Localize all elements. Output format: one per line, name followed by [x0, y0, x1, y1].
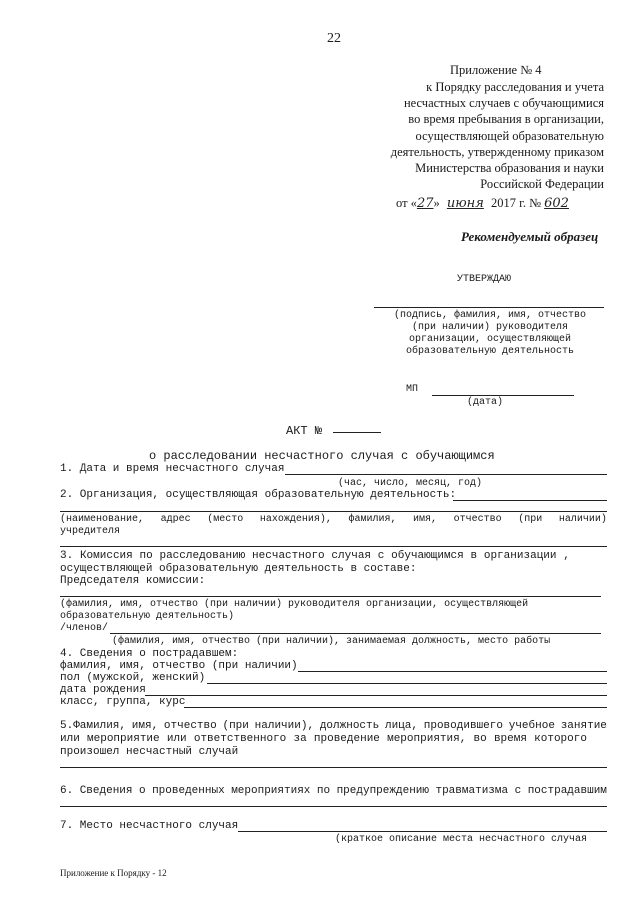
signature-caption-line-4: образовательную деятельность — [405, 346, 575, 357]
item5-label-word: лица, — [384, 720, 418, 732]
item1-label: 1. Дата и время несчастного случая — [60, 463, 285, 475]
stamp-label: МП — [406, 384, 419, 395]
item5-line2-word: или — [60, 733, 80, 745]
item3-label-word: организации — [483, 550, 557, 562]
item2-line-3 — [60, 546, 607, 547]
recommended-sample: Рекомендуемый образец — [461, 229, 599, 244]
footer-note: Приложение к Порядку - 12 — [60, 868, 167, 878]
item6-label-word: мероприятиях — [231, 785, 311, 797]
item2-line-2 — [60, 511, 607, 512]
item4-sex-line — [207, 683, 607, 684]
item6-label-word: о — [138, 785, 146, 797]
item5-label-word: 5.Фамилия, — [60, 720, 127, 732]
item2-caption-word: фамилия, — [348, 514, 397, 525]
appendix-line-1: к Порядку расследования и учета — [426, 80, 604, 94]
appendix-line-4: осуществляющей образовательную — [415, 128, 604, 143]
item5-label-word: имя, — [131, 720, 159, 732]
item5-line — [60, 767, 607, 768]
item3-chair-label: Председателя комиссии: — [60, 575, 206, 587]
item5-label-word: должность — [319, 720, 380, 732]
item3-label-word: обучающимся — [391, 550, 464, 562]
item4-birth-label: дата рождения — [60, 684, 146, 696]
approval-heading: УТВЕРЖДАЮ — [457, 274, 512, 285]
item2-caption-word: наличии) — [558, 514, 607, 525]
item5-line2-word: или — [166, 733, 187, 745]
date-line — [432, 395, 574, 396]
item3-label-word: , — [563, 550, 570, 562]
item3-members-caption: (фамилия, имя, отчество (при наличии), занимаемая должность, место работы — [112, 636, 551, 647]
appendix-line-5: деятельность, утвержденному приказом — [390, 144, 604, 159]
item5-label-word: (при — [222, 720, 249, 732]
order-prefix: от « — [396, 196, 417, 210]
item2-caption-word: (наименование, — [60, 514, 145, 525]
item4-name-label: фамилия, имя, отчество (при наличии) — [60, 660, 298, 672]
item1-caption: (час, число, месяц, год) — [338, 478, 483, 489]
item7-caption: (краткое описание места несчастного случая — [335, 834, 588, 845]
item3-label-word: в — [470, 550, 478, 562]
item7-line — [238, 831, 607, 832]
page-number: 22 — [327, 31, 341, 46]
item3-line2: осуществляющей образовательную деятельность в составе: — [60, 563, 417, 575]
item5-line2-word: мероприятие — [87, 733, 160, 745]
item6-label-word: предупреждению — [336, 785, 429, 797]
signature-caption-line-3: организации, осуществляющей — [408, 334, 572, 345]
item3-label-word: несчастного — [252, 550, 325, 562]
item2-caption — [60, 514, 607, 525]
item2-caption-line2: учредителя — [60, 526, 121, 537]
item2-field-line — [453, 500, 607, 501]
item5-label-word: учебное — [508, 720, 555, 732]
appendix-line-6: Министерства образования и науки — [415, 161, 604, 175]
item3-label-word: по — [139, 550, 153, 562]
signature-line — [374, 307, 604, 308]
act-title: АКТ № — [286, 424, 323, 438]
item5-line3: произошел несчастный случай — [60, 746, 239, 758]
act-number-line — [333, 432, 381, 433]
item3-chair-caption-line1: (фамилия, имя, отчество (при наличии) руководителя организации, осуществляющей — [60, 599, 529, 610]
order-year: 2017 г. № — [490, 196, 542, 210]
item2-caption-word: адрес — [160, 514, 191, 525]
item5-label-word: занятие — [560, 720, 607, 732]
item4-sex-label: пол (мужской, женский) — [60, 672, 206, 684]
item2-caption-word: (место — [207, 514, 244, 525]
order-reference — [396, 196, 569, 211]
appendix-line-3: во время пребывания в организации, — [408, 112, 604, 127]
item5-label-word: отчество — [163, 720, 217, 732]
item5-line2-word: за — [293, 733, 307, 745]
date-caption: (дата) — [467, 397, 504, 408]
item4-name-line — [298, 671, 607, 672]
item4-birth-line — [145, 695, 607, 696]
item6-label-word: пострадавшим — [527, 785, 607, 797]
item7-label: 7. Место несчастного случая — [60, 820, 239, 832]
item6-label — [60, 785, 607, 797]
signature-caption-line-2: (при наличии) руководителя — [411, 322, 569, 333]
order-number-handwritten: 602 — [544, 196, 569, 211]
act-subtitle: о расследовании несчастного случая с обучающимся — [149, 449, 495, 463]
item2-caption-word: нахождения), — [259, 514, 332, 525]
appendix-line-2: несчастных случаев с обучающимися — [403, 96, 604, 111]
item3-label-word: 3. — [60, 550, 74, 562]
item5-line2-word: проведение — [313, 733, 380, 745]
item2-label: 2. Организация, осуществляющая образовательную деятельность: — [60, 489, 457, 501]
item3-label-word: с — [377, 550, 385, 562]
item3-label-word: расследованию — [159, 550, 246, 562]
item5-line2-word: ответственного — [193, 733, 287, 745]
item3-chair-caption-line2: образовательную деятельность) — [60, 611, 235, 622]
item5-line2-word: время — [493, 733, 527, 745]
item6-label-word: Сведения — [79, 785, 133, 797]
appendix-title: Приложение № 4 — [450, 63, 542, 77]
item5-line2-word: мероприятия, — [387, 733, 467, 745]
item4-class-line — [184, 707, 607, 708]
order-month-handwritten: июня — [446, 196, 484, 211]
order-quote-close: » — [433, 196, 440, 210]
item5-line2-word: которого — [534, 733, 587, 745]
item6-label-word: проведенных — [152, 785, 225, 797]
item6-line — [60, 806, 607, 807]
item4-label: 4. Сведения о пострадавшем: — [60, 648, 239, 660]
item5-line2-word: во — [473, 733, 487, 745]
item5-label-word: наличии), — [254, 720, 315, 732]
item3-label-word: случая — [331, 550, 372, 562]
item6-label-word: травматизма — [435, 785, 509, 797]
item2-caption-word: имя, — [413, 514, 438, 525]
appendix-line-7: Российской Федерации — [480, 177, 604, 192]
item2-caption-word: (при — [518, 514, 543, 525]
item3-members-line — [110, 633, 601, 634]
item6-label-word: 6. — [60, 785, 74, 797]
item6-label-word: с — [514, 785, 522, 797]
item5-label-word: проводившего — [423, 720, 503, 732]
item6-label-word: по — [316, 785, 331, 797]
item1-field-line — [285, 474, 607, 475]
item3-label — [60, 550, 570, 562]
item3-label-word: Комиссия — [79, 550, 133, 562]
item3-chair-line — [60, 596, 601, 597]
item2-caption-word: отчество — [453, 514, 502, 525]
item3-members-label: /членов/ — [60, 623, 109, 634]
item5-line2 — [60, 733, 587, 745]
item5-label — [60, 720, 607, 732]
order-day-handwritten: 27 — [416, 196, 434, 211]
signature-caption-line-1: (подпись, фамилия, имя, отчество — [393, 310, 587, 321]
item4-class-label: класс, группа, курс — [60, 696, 186, 708]
